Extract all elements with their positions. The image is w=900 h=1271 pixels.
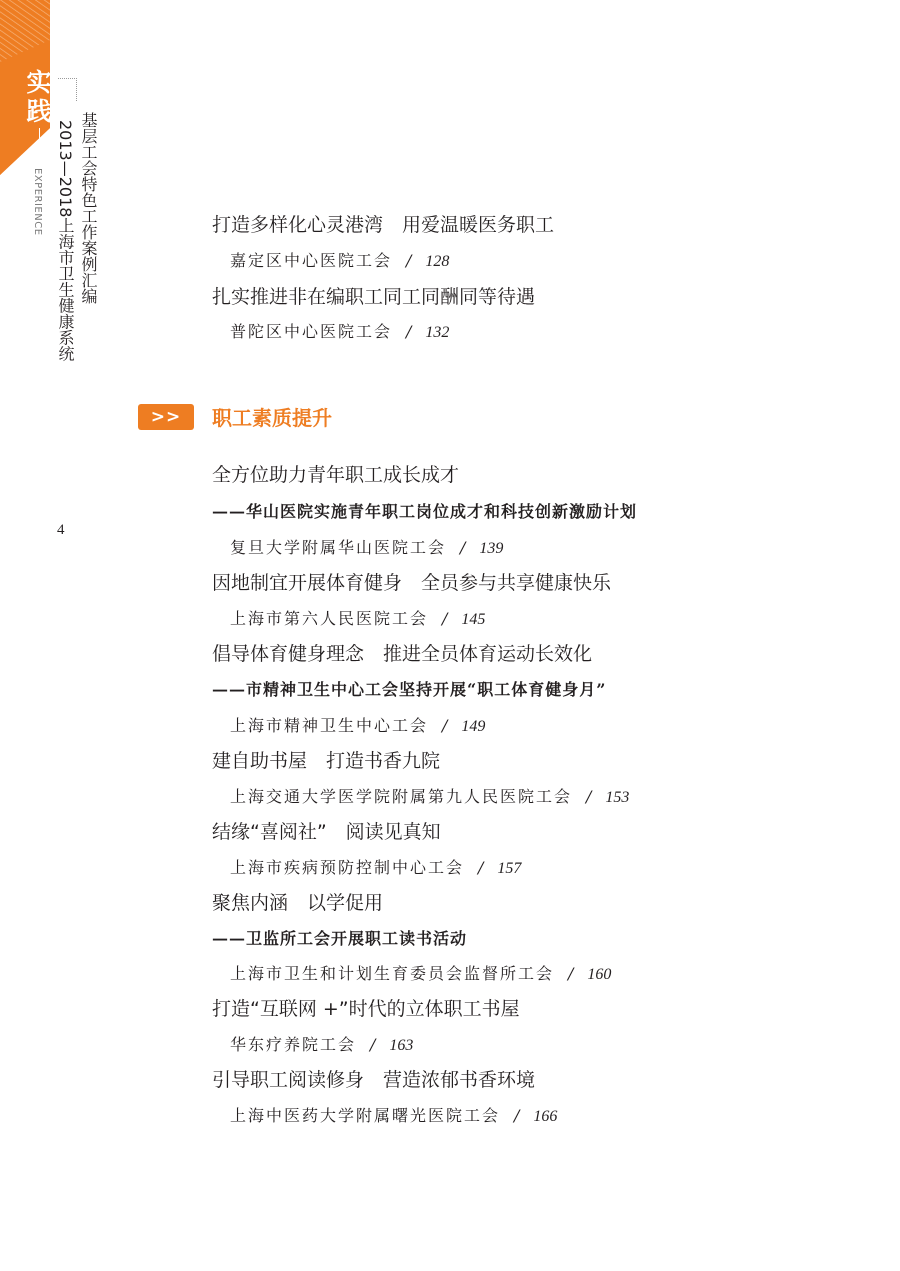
page-separator: /	[406, 251, 412, 270]
unit-name: 华东疗养院工会	[230, 1035, 357, 1054]
toc-entry-title[interactable]: 建自助书屋 打造书香九院	[212, 750, 441, 772]
unit-name: 复旦大学附属华山医院工会	[230, 538, 447, 557]
toc-entry-subtitle: ——卫监所工会开展职工读书活动	[212, 929, 468, 948]
unit-name: 嘉定区中心医院工会	[230, 251, 393, 270]
toc-entry-unit	[230, 1032, 413, 1055]
chapter-char-2: 践	[26, 97, 52, 126]
toc-entry-title[interactable]: 打造“互联网 +”时代的立体职工书屋	[212, 998, 520, 1020]
page-ref[interactable]: 157	[497, 860, 522, 877]
page-ref[interactable]: 166	[533, 1108, 558, 1125]
page-separator: /	[370, 1035, 376, 1054]
unit-name: 上海交通大学医学院附属第九人民医院工会	[230, 787, 573, 806]
page-separator: /	[514, 1106, 520, 1125]
page-number: 4	[57, 522, 65, 538]
toc-entry-unit	[230, 319, 449, 342]
page-ref[interactable]: 153	[605, 789, 630, 806]
toc-entry-unit	[230, 855, 521, 878]
unit-name: 普陀区中心医院工会	[230, 322, 393, 341]
unit-name: 上海市精神卫生中心工会	[230, 716, 429, 735]
page-ref[interactable]: 132	[425, 324, 450, 341]
toc-entry-unit	[230, 606, 485, 629]
page-separator: /	[478, 858, 484, 877]
chapter-english-label: EXPERIENCE	[32, 168, 43, 236]
page-ref[interactable]: 145	[461, 611, 486, 628]
page-separator: /	[442, 716, 448, 735]
page-ref[interactable]: 149	[461, 718, 486, 735]
unit-name: 上海市疾病预防控制中心工会	[230, 858, 465, 877]
toc-entry-unit	[230, 784, 629, 807]
unit-name: 上海市第六人民医院工会	[230, 609, 429, 628]
toc-entry-unit	[230, 961, 611, 984]
toc-entry-unit	[230, 248, 449, 271]
page-separator: /	[406, 322, 412, 341]
book-title: 2013—2018上海市卫生健康系统	[56, 120, 75, 362]
toc-entry-title[interactable]: 结缘“喜阅社” 阅读见真知	[212, 821, 441, 843]
toc-entry-unit	[230, 1103, 557, 1126]
toc-entry-title[interactable]: 倡导体育健身理念 推进全员体育运动长效化	[212, 643, 593, 665]
page-separator: /	[460, 538, 466, 557]
toc-entry-unit	[230, 535, 503, 558]
unit-name: 上海中医药大学附属曙光医院工会	[230, 1106, 501, 1125]
chapter-char-1: 实	[26, 68, 52, 97]
section-badge: >>	[138, 404, 194, 430]
toc-entry-title[interactable]: 打造多样化心灵港湾 用爱温暖医务职工	[212, 214, 555, 236]
unit-name: 上海市卫生和计划生育委员会监督所工会	[230, 964, 555, 983]
page-ref[interactable]: 139	[479, 540, 504, 557]
page-separator: /	[586, 787, 592, 806]
page-ref[interactable]: 163	[389, 1037, 414, 1054]
toc-entry-title[interactable]: 全方位助力青年职工成长成才	[212, 464, 460, 486]
toc-entry-subtitle: ——华山医院实施青年职工岗位成才和科技创新激励计划	[212, 502, 638, 521]
page-ref[interactable]: 128	[425, 253, 450, 270]
section-title[interactable]: 职工素质提升	[212, 406, 332, 430]
toc-entry-unit	[230, 713, 485, 736]
series-title: 基层工会特色工作案例汇编	[79, 112, 98, 304]
page-ref[interactable]: 160	[587, 966, 612, 983]
toc-entry-subtitle: ——市精神卫生中心工会坚持开展“职工体育健身月”	[212, 680, 607, 699]
toc-entry-title[interactable]: 聚焦内涵 以学促用	[212, 892, 384, 914]
toc-entry-title[interactable]: 扎实推进非在编职工同工同酬同等待遇	[212, 286, 536, 308]
page-separator: /	[442, 609, 448, 628]
toc-entry-title[interactable]: 因地制宜开展体育健身 全员参与共享健康快乐	[212, 572, 612, 594]
toc-entry-title[interactable]: 引导职工阅读修身 营造浓郁书香环境	[212, 1069, 536, 1091]
page-separator: /	[568, 964, 574, 983]
